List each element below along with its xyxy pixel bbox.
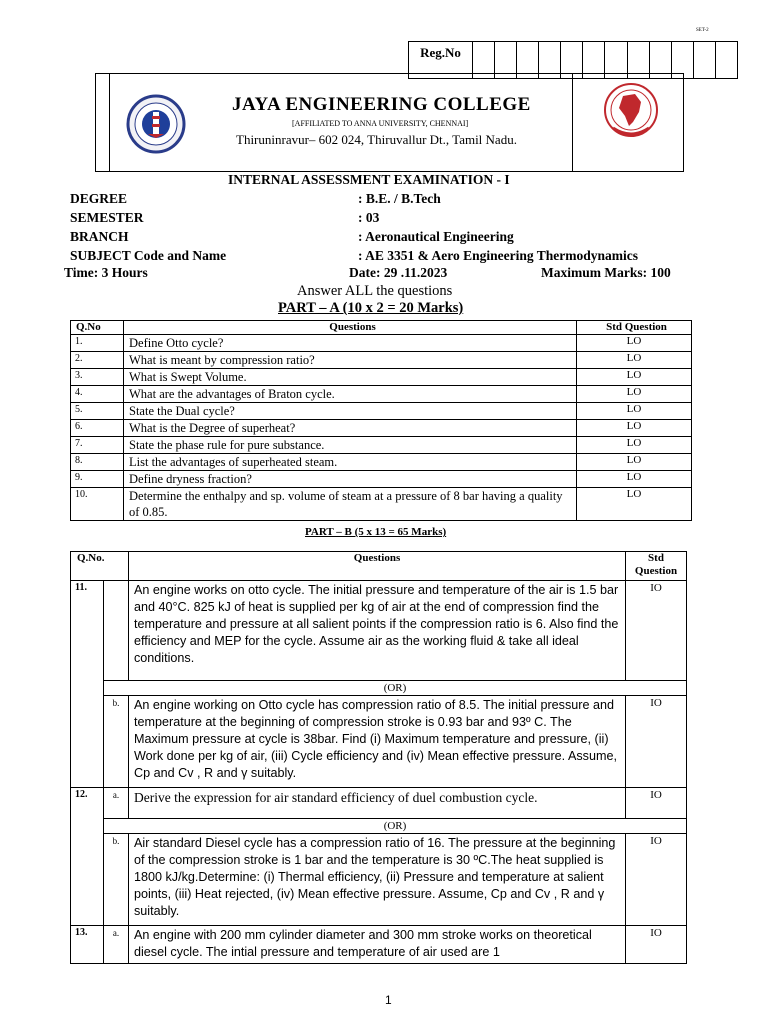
- branch-label: BRANCH: [70, 229, 129, 244]
- col-std: Std Question: [626, 552, 687, 581]
- exam-time: Time: 3 Hours: [64, 265, 148, 280]
- semester-value: : 03: [358, 210, 380, 225]
- instruction: Answer ALL the questions: [297, 283, 453, 299]
- col-questions: Questions: [124, 321, 577, 335]
- table-row: 2. What is meant by compression ratio? LO: [71, 352, 692, 369]
- table-row: 1. Define Otto cycle? LO: [71, 335, 692, 352]
- degree-value: : B.E. / B.Tech: [358, 191, 441, 206]
- col-qno: Q.No.: [71, 552, 129, 581]
- reg-no-label: Reg.No: [409, 42, 473, 78]
- table-row: 9. Define dryness fraction? LO: [71, 471, 692, 488]
- table-row: 4. What are the advantages of Braton cycle. LO: [71, 386, 692, 403]
- college-name: JAYA ENGINEERING COLLEGE: [232, 94, 531, 115]
- part-a-table: [70, 320, 692, 521]
- exam-date: Date: 29 .11.2023: [349, 265, 448, 280]
- subject-label: SUBJECT Code and Name: [70, 248, 227, 263]
- semester-label: SEMESTER: [70, 210, 144, 225]
- page-number: 1: [385, 993, 392, 1007]
- col-std: Std Question: [577, 321, 692, 335]
- college-header: [95, 73, 684, 172]
- part-b-table: [70, 551, 687, 964]
- or-row: (OR): [71, 819, 687, 834]
- college-affiliation: [AFFILIATED TO ANNA UNIVERSITY, CHENNAI]: [292, 119, 469, 128]
- table-row: 11. An engine works on otto cycle. The initial pressure and temperature of the air is 1.5 bar and 40°C. 825 kJ of heat is supplied per kg of air at the end of compression find the temperature and pressure at all salient points if the compression ratio is 6. Also find the efficiency and MEP for the cycle. Assume air as the working fluid & take all ideal conditions. IO: [71, 581, 687, 681]
- table-row: 7. State the phase rule for pure substance. LO: [71, 437, 692, 454]
- branch-value: : Aeronautical Engineering: [358, 229, 514, 244]
- subject-value: : AE 3351 & Aero Engineering Thermodynamics: [358, 248, 639, 263]
- part-a-title: PART – A (10 x 2 = 20 Marks): [278, 300, 464, 316]
- table-row: 3. What is Swept Volume. LO: [71, 369, 692, 386]
- col-qno: Q.No: [71, 321, 124, 335]
- table-row: 5. State the Dual cycle? LO: [71, 403, 692, 420]
- table-row: 10. Determine the enthalpy and sp. volume of steam at a pressure of 8 bar having a quality of 0.85. LO: [71, 488, 692, 521]
- naac-emblem-icon: [601, 82, 661, 144]
- degree-label: DEGREE: [70, 191, 128, 206]
- table-row: 6. What is the Degree of superheat? LO: [71, 420, 692, 437]
- exam-title: INTERNAL ASSESSMENT EXAMINATION - I: [228, 172, 510, 187]
- max-marks: Maximum Marks: 100: [541, 265, 671, 280]
- table-row: 8. List the advantages of superheated steam. LO: [71, 454, 692, 471]
- table-row: 12. a. Derive the expression for air standard efficiency of duel combustion cycle. IO: [71, 788, 687, 819]
- set-code: SET-2: [696, 28, 709, 33]
- or-row: (OR): [71, 681, 687, 696]
- college-address: Thiruninravur– 602 024, Thiruvallur Dt., Tamil Nadu.: [236, 132, 517, 147]
- table-row: b. Air standard Diesel cycle has a compression ratio of 16. The pressure at the beginning of the compression stroke is 1 bar and the temperature is 30 ºC.The heat supplied is 1800 kJ/kg.Determine: (i) Thermal efficiency, (ii) Pressure and temperature at salient points, (iii) Heat rejected, (iv) Mean effective pressure. Assume, Cp and Cv , R and γ suitably. IO: [71, 834, 687, 926]
- part-b-title: PART – B (5 x 13 = 65 Marks): [305, 526, 447, 538]
- table-row: b. An engine working on Otto cycle has compression ratio of 8.5. The initial pressure and temperature at the beginning of compression stroke is 0.93 bar and 93º C. The Maximum pressure at cycle is 38bar. Find (i) Maximum temperature and pressure, (ii) Work done per kg of air, (iii) Cycle efficiency and (iv) Mean effective pressure. Assume, Cp and Cv , R and γ suitably. IO: [71, 696, 687, 788]
- college-emblem-icon: [126, 94, 186, 154]
- col-questions: Questions: [129, 552, 626, 581]
- table-row: 13. a. An engine with 200 mm cylinder diameter and 300 mm stroke works on theoretical diesel cycle. The intial pressure and temperature of air used are 1 IO: [71, 926, 687, 964]
